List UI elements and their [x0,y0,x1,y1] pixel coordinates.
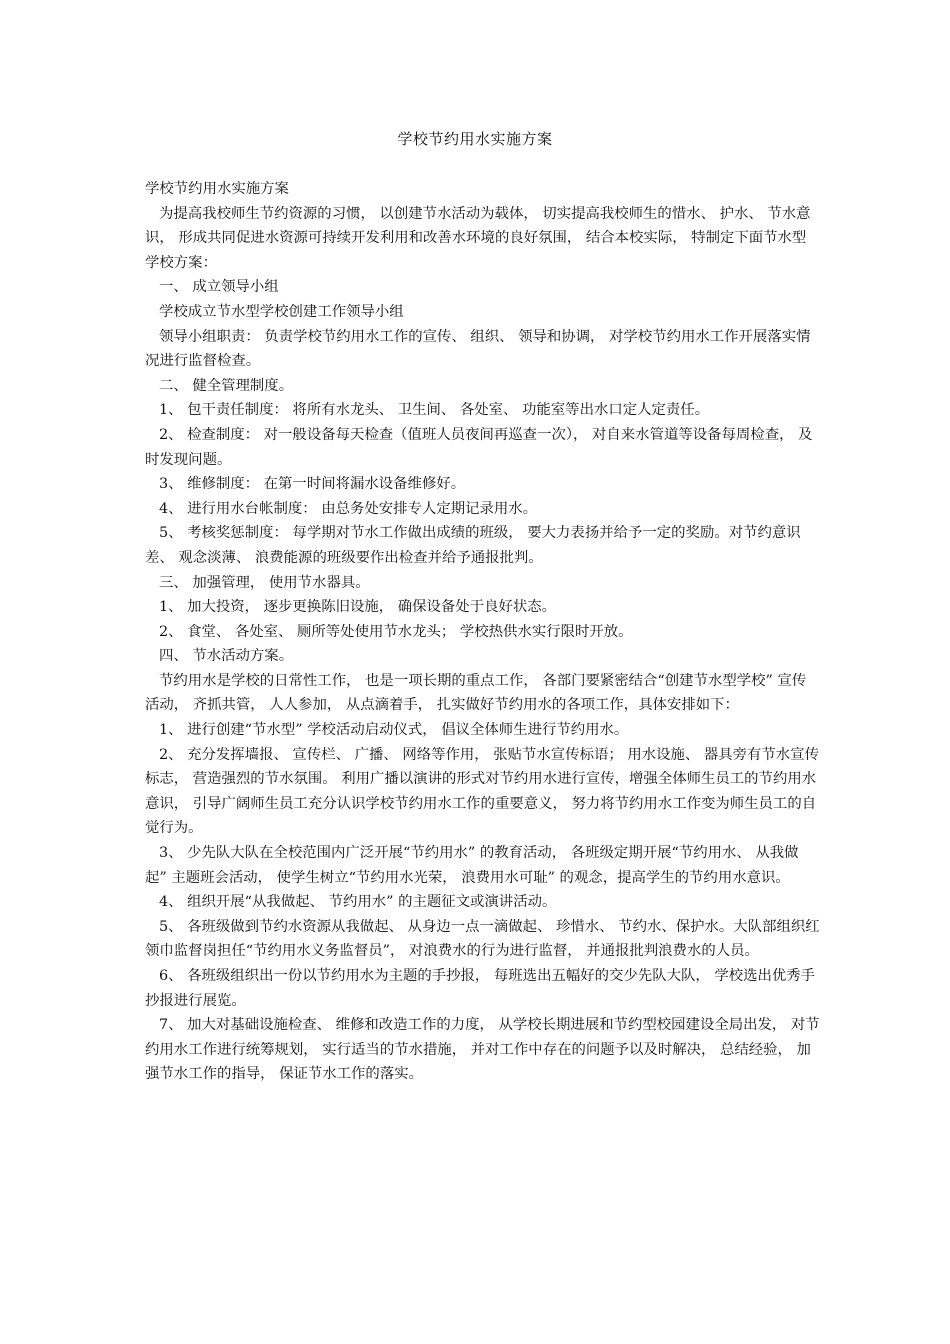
section-heading-3: 三、 加强管理， 使用节水器具。 [159,574,370,591]
list-item: 3、 少先队大队在全校范围内广泛开展“节约用水” 的教育活动， 各班级定期开展“节约用水、 从我做起” 主题班会活动， 使学生树立“节约用水光荣， 浪费用水可耻” 的观念，提高学生的节约用水意识。 [145,845,799,886]
document-title: 学校节约用水实施方案 [397,130,553,148]
list-item: 1、 加大投资， 逐步更换陈旧设施， 确保设备处于良好状态。 [159,599,557,616]
list-item: 1、 包干责任制度： 将所有水龙头、 卫生间、 各处室、 功能室等出水口定人定责任。 [159,402,710,419]
subtitle: 学校节约用水实施方案 [145,181,289,197]
section-heading-4: 四、 节水活动方案。 [159,648,294,665]
list-item: 4、 进行用水台帐制度： 由总务处安排专人定期记录用水。 [159,500,538,517]
section-heading-1: 一、 成立领导小组 [159,279,279,296]
paragraph: 节约用水是学校的日常性工作， 也是一项长期的重点工作， 各部门要紧密结合“创建节水型学校” 宣传活动， 齐抓共管， 人人参加， 从点滴着手， 扎实做好节约用水的各项工作，具体安排如下： [145,672,807,714]
paragraph: 学校成立节水型学校创建工作领导小组 [159,303,404,320]
list-item: 2、 检查制度： 对一般设备每天检查（值班人员夜间再巡查一次）， 对自来水管道等设备每周检查， 及时发现问题。 [145,426,813,468]
intro-paragraph: 为提高我校师生节约资源的习惯， 以创建节水活动为载体， 切实提高我校师生的惜水、 护水、 节水意识， 形成共同促进水资源可持续开发利用和改善水环境的良好氛围， 结合本校实际， 特制定下面节水型学校方案： [145,205,811,271]
list-item: 2、 充分发挥墙报、 宣传栏、 广播、 网络等作用， 张贴节水宣传标语； 用水设施、 器具旁有节水宣传标志， 营造强烈的节水氛围。 利用广播以演讲的形式对节约用水进行宣传，增强全体师生员工的节约用水意识， 引导广阔师生员工充分认识学校节约用水工作的重要意义， 努力将节约用水工作变为师生员工的自觉行为。 [145,746,819,837]
list-item: 3、 维修制度： 在第一时间将漏水设备维修好。 [159,476,466,493]
list-item: 5、 各班级做到节约水资源从我做起、 从身边一点一滴做起、 珍惜水、 节约水、保护水。大队部组织红领巾监督岗担任“节约用水义务监督员”， 对浪费水的行为进行监督， 并通报批判浪费水的人员。 [145,918,820,960]
list-item: 7、 加大对基础设施检查、 维修和改造工作的力度， 从学校长期进展和节约型校园建设全局出发， 对节约用水工作进行统筹规划， 实行适当的节水措施， 并对工作中存在的问题予以及时解决， 总结经验， 加强节水工作的指导， 保证节水工作的落实。 [145,1017,820,1083]
list-item: 1、 进行创建“节水型” 学校活动启动仪式， 倡议全体师生进行节约用水。 [159,722,629,739]
paragraph: 领导小组职责： 负责学校节约用水工作的宣传、 组织、 领导和协调， 对学校节约用水工作开展落实情况进行监督检查。 [145,328,811,370]
list-item: 5、 考核奖惩制度： 每学期对节水工作做出成绩的班级， 要大力表扬并给予一定的奖励。对节约意识差、 观念淡薄、 浪费能源的班级要作出检查并给予通报批判。 [145,525,801,566]
section-heading-2: 二、 健全管理制度。 [159,377,294,394]
list-item: 2、 食堂、 各处室、 厕所等处使用节水龙头； 学校热供水实行限时开放。 [159,623,633,640]
list-item: 4、 组织开展“从我做起、 节约用水” 的主题征文或演讲活动。 [159,894,557,911]
list-item: 6、 各班级组织出一份以节约用水为主题的手抄报， 每班选出五幅好的交少先队大队， 学校选出优秀手抄报进行展览。 [145,968,816,1009]
document-body [145,177,820,1087]
